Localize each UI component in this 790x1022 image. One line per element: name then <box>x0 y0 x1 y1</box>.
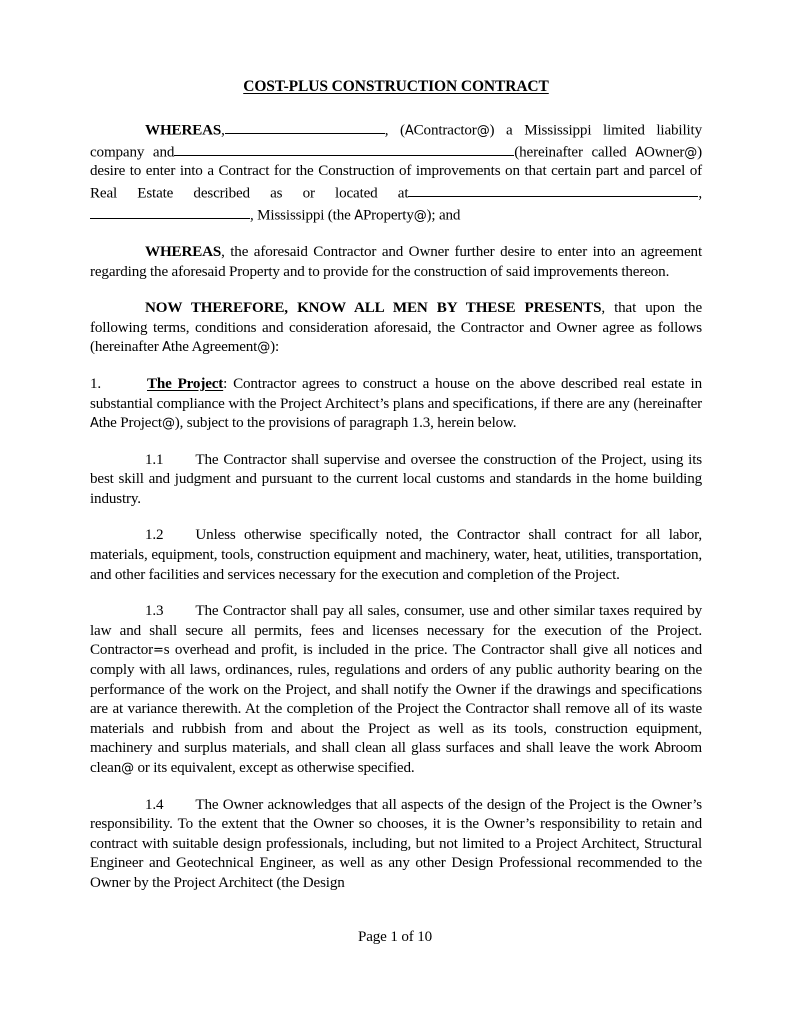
section-1-4-number: 1.4 <box>145 796 164 813</box>
close-quote-glyph-3: @ <box>413 208 427 224</box>
section-1-2-body: Unless otherwise specifically noted, the Contractor shall contract for all labor, materials, equipment, tools, construction equipment and machinery, water, heat, utilities, transportation, and other facilities and services necessary for the execution and completion of the Project. <box>90 527 702 583</box>
apostrophe-glyph: = <box>153 643 164 659</box>
section-1-3 <box>90 602 702 778</box>
quoted-agreement: the Agreement <box>170 339 258 356</box>
blank-property-city[interactable] <box>90 204 250 219</box>
open-quote-glyph-1: A <box>404 122 414 138</box>
close-quote-glyph-1: @ <box>476 122 490 138</box>
quoted-property: Property <box>362 207 414 224</box>
document-body <box>90 78 702 894</box>
whereas-1-lead: WHEREAS <box>145 121 222 138</box>
now-therefore-body-b: ): <box>270 339 279 356</box>
whereas-1-t5: ) desire to enter into a Contract for the Construction of improvements on that certain part and parcel of Real Estate described as or located at <box>90 143 702 202</box>
section-1 <box>90 375 702 434</box>
close-quote-glyph-5: @ <box>161 416 175 432</box>
section-1-body-b: ), subject to the provisions of paragraph 1.3, herein below. <box>174 415 517 432</box>
section-1-4-body: The Owner acknowledges that all aspects of the design of the Project is the Owner’s responsibility. To the extent that the Owner so chooses, it is the Owner’s responsibility to retain and contract with suitable design professionals, including, but not limited to a Project Architect, Structural Engineer and Geotechnical Engineer, as well as any other Design Professional recommended to the Owner by the Project Architect (the Design <box>90 796 702 891</box>
section-1-number: 1. <box>90 375 102 392</box>
open-quote-glyph-3: A <box>354 208 363 224</box>
close-quote-glyph-4: @ <box>257 340 271 356</box>
section-1-1-number: 1.1 <box>145 451 164 468</box>
section-1-4 <box>90 796 702 894</box>
whereas-1-t4: (hereinafter called <box>514 143 627 160</box>
section-1-3-number: 1.3 <box>145 603 164 620</box>
recital-now-therefore <box>90 299 702 358</box>
quoted-owner: Owner <box>643 143 685 160</box>
whereas-2-body: , the aforesaid Contractor and Owner further desire to enter into an agreement regarding the aforesaid Property and to provide for the construction of said improvements thereon. <box>90 243 702 280</box>
close-quote-glyph-2: @ <box>684 144 698 160</box>
open-quote-glyph-2: A <box>635 144 644 160</box>
whereas-1-t3: ) a Mississippi limited liability company and <box>90 121 702 160</box>
section-1-heading: The Project <box>147 375 224 392</box>
quoted-contractor: Contractor <box>413 121 477 138</box>
page-footer: Page 1 of 10 <box>357 929 433 945</box>
section-1-1 <box>90 451 702 510</box>
recital-whereas-2 <box>90 243 702 282</box>
section-1-3-body-b: s overhead and profit, is included in the price. The Contractor shall give all notices and comply with all laws, ordinances, rules, regulations and orders of any public authority bearing on the performance of the work on the Project, and shall notify the Owner if the drawings and specifications are at variance therewith. At the completion of the Project the Contractor shall remove all of its waste materials and rubbish from and about the Project as well as its tools, construction equipment, machinery and surplus materials, and shall clean all glass surfaces and shall leave the work <box>90 642 702 757</box>
section-1-body-a: : Contractor agrees to construct a house on the above described real estate in substantial compliance with the Project Architect’s plans and specifications, if there are any (hereinafter <box>90 375 702 412</box>
section-1-2-number: 1.2 <box>145 527 164 544</box>
blank-property-address[interactable] <box>408 182 698 197</box>
whereas-1-t2: , ( <box>384 121 405 138</box>
close-quote-glyph-6: @ <box>121 761 134 776</box>
open-quote-glyph-4: A <box>162 340 171 356</box>
open-quote-glyph-6: A <box>654 741 664 757</box>
section-1-1-body: The Contractor shall supervise and oversee the construction of the Project, using its best skill and judgment and pursuant to the current local customs and standards in the home building industry. <box>90 451 702 507</box>
document-title: COST-PLUS CONSTRUCTION CONTRACT <box>243 78 549 95</box>
now-therefore-lead: NOW THEREFORE, KNOW ALL MEN BY THESE PRESENTS <box>145 300 602 317</box>
section-1-3-body-a: The Contractor shall pay all sales, consumer, use and other similar taxes required by law and shall secure all permits, fees and licenses necessary for the execution of the Project. Contractor <box>90 603 702 659</box>
recital-whereas-1 <box>90 119 702 226</box>
section-1-3-body-c: or its equivalent, except as otherwise specified. <box>133 760 415 776</box>
whereas-1-t7: , Mississippi (the <box>250 207 351 224</box>
whereas-1-t1: , <box>221 121 225 138</box>
blank-owner-name[interactable] <box>174 141 514 156</box>
whereas-2-lead: WHEREAS <box>145 243 222 260</box>
whereas-1-t6: , <box>698 185 702 202</box>
quoted-broom-clean: broom clean <box>90 740 702 776</box>
open-quote-glyph-5: A <box>90 416 99 432</box>
section-1-2 <box>90 526 702 585</box>
quoted-project: the Project <box>98 415 162 432</box>
whereas-1-t8: ); and <box>426 207 461 224</box>
now-therefore-body-a: , that upon the following terms, conditions and consideration aforesaid, the Contractor and Owner agree as follows (hereinafter <box>90 300 702 356</box>
blank-contractor-name[interactable] <box>225 119 385 134</box>
